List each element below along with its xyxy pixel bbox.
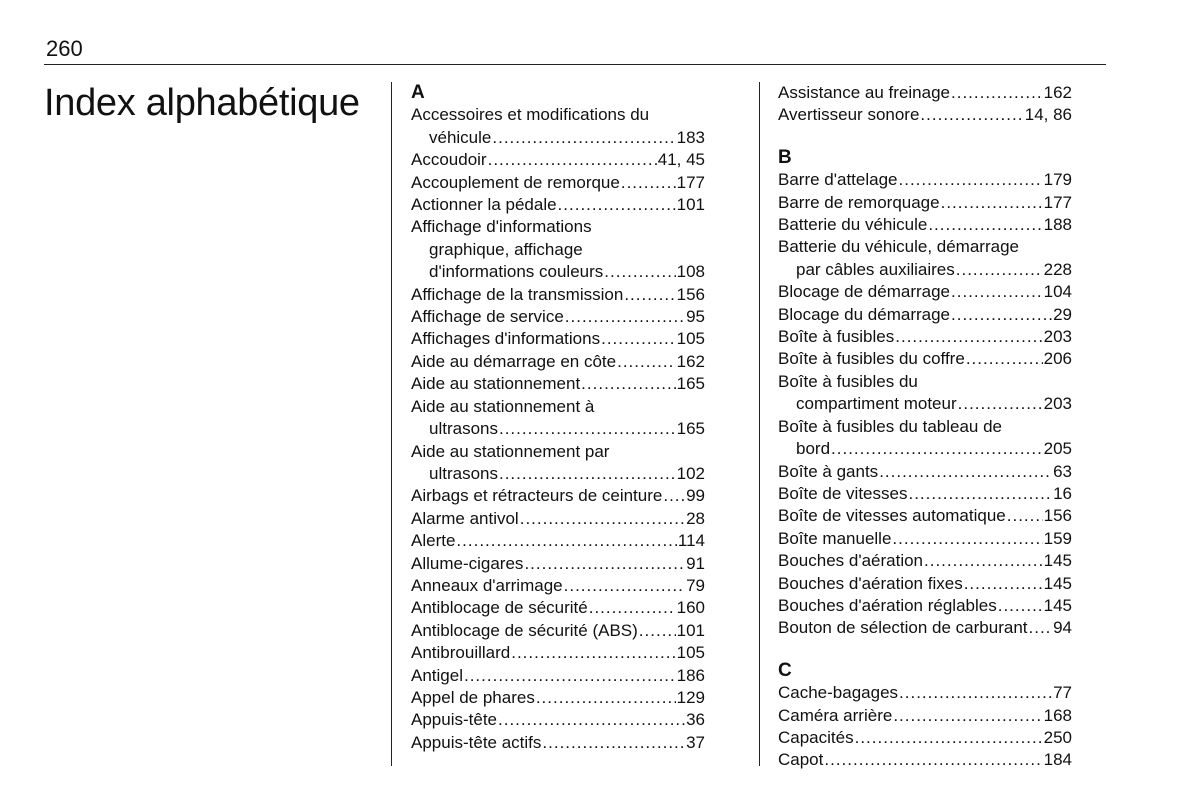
entry-term-line: Boîte à fusibles du tableau de (778, 416, 1002, 436)
index-entry (778, 192, 1072, 214)
index-entry (411, 508, 705, 530)
entry-term: Bouches d'aération (778, 551, 924, 571)
index-entry (778, 82, 1072, 104)
entry-term: Batterie du véhicule (778, 215, 928, 235)
entry-pages: 188 (1043, 215, 1072, 235)
entry-final-line (411, 306, 705, 328)
entry-final-line (411, 530, 705, 552)
entry-pages: 29 (1053, 304, 1072, 324)
entry-pages: 101 (676, 620, 705, 640)
index-entry (778, 505, 1072, 527)
index-entry (411, 373, 705, 395)
section-letter-b: B (778, 146, 792, 168)
entry-pages: 63 (1053, 461, 1072, 481)
entry-term: Barre d'attelage (778, 170, 898, 190)
entry-final-line (778, 483, 1072, 505)
entry-final-line (778, 104, 1072, 126)
dot-leader (1029, 617, 1053, 639)
section-letter-c: C (778, 659, 792, 681)
dot-leader (956, 259, 1043, 281)
entry-final-line (411, 261, 705, 283)
entry-final-line (411, 709, 705, 731)
dot-leader (492, 127, 675, 149)
entry-final-line (411, 351, 705, 373)
dot-leader (499, 463, 676, 485)
entry-pages: 206 (1043, 349, 1072, 369)
entry-pages: 99 (686, 486, 705, 506)
dot-leader (536, 687, 676, 709)
entry-term: Actionner la pédale (411, 195, 557, 215)
entry-term: ultrasons (429, 419, 498, 439)
entry-pages: 183 (676, 127, 705, 147)
entry-term: Appuis-tête actifs (411, 732, 542, 752)
entry-term: Antiblocage de sécurité (411, 598, 588, 618)
entry-final-line (778, 749, 1072, 771)
dot-leader (924, 550, 1043, 572)
entry-term: Boîte à gants (778, 461, 879, 481)
entry-term-line: Batterie du véhicule, démarrage (778, 237, 1019, 257)
entry-final-line (778, 595, 1072, 617)
dot-leader (524, 553, 685, 575)
dot-leader (604, 261, 675, 283)
entry-pages: 228 (1043, 259, 1072, 279)
entry-term-line: Accessoires et modifications du (411, 105, 650, 125)
index-entry (778, 727, 1072, 749)
index-entry (778, 461, 1072, 483)
dot-leader (964, 573, 1043, 595)
index-entry (778, 304, 1072, 326)
entry-pages: 177 (1043, 192, 1072, 212)
entry-final-line (411, 373, 705, 395)
dot-leader (624, 284, 675, 306)
dot-leader (488, 149, 657, 171)
entry-final-line (778, 393, 1072, 415)
index-entry (778, 682, 1072, 704)
entry-pages: 41, 45 (657, 150, 705, 170)
entry-final-line (778, 461, 1072, 483)
dot-leader (617, 351, 676, 373)
entry-pages: 37 (686, 732, 705, 752)
index-entry (778, 749, 1072, 771)
index-entry (778, 595, 1072, 617)
entry-term: ultrasons (429, 463, 498, 483)
index-entry (411, 642, 705, 664)
entry-term: Boîte manuelle (778, 528, 892, 548)
index-entry (778, 483, 1072, 505)
index-entry (778, 236, 1072, 281)
entry-final-line (778, 550, 1072, 572)
entry-pages: 184 (1043, 750, 1072, 770)
dot-leader (824, 749, 1042, 771)
entry-term: Antiblocage de sécurité (ABS) (411, 620, 638, 640)
entry-term: Capot (778, 750, 824, 770)
dot-leader (601, 328, 676, 350)
entry-term: Affichage de service (411, 307, 564, 327)
index-entry (778, 281, 1072, 303)
entry-pages: 156 (1043, 506, 1072, 526)
index-entry (411, 149, 705, 171)
entry-term: Boîte à fusibles du coffre (778, 349, 965, 369)
dot-leader (520, 508, 685, 530)
dot-leader (879, 461, 1052, 483)
dot-leader (951, 304, 1052, 326)
entry-pages: 179 (1043, 170, 1072, 190)
entry-final-line (778, 326, 1072, 348)
page-number: 260 (46, 36, 83, 61)
entry-final-line (411, 418, 705, 440)
index-entry (778, 348, 1072, 370)
entry-final-line (411, 149, 705, 171)
entry-final-line (778, 169, 1072, 191)
entry-final-line (778, 727, 1072, 749)
index-entry (778, 104, 1072, 126)
entry-term: Cache-bagages (778, 683, 899, 703)
entry-term: Alerte (411, 531, 456, 551)
entry-final-line (778, 705, 1072, 727)
entry-pages: 205 (1043, 439, 1072, 459)
entry-final-line (411, 732, 705, 754)
entry-term-line: graphique, affichage (429, 239, 583, 259)
entry-final-line (778, 505, 1072, 527)
entry-term: Avertisseur sonore (778, 105, 920, 125)
dot-leader (893, 705, 1042, 727)
entry-final-line (778, 573, 1072, 595)
dot-leader (895, 326, 1042, 348)
entry-term: Assistance au freinage (778, 83, 950, 102)
entry-list-a-continued (778, 82, 1072, 127)
entry-pages: 203 (1043, 394, 1072, 414)
page-title: Index alphabétique (44, 82, 360, 124)
entry-pages: 108 (676, 262, 705, 282)
dot-leader (1007, 505, 1043, 527)
entry-pages: 79 (686, 575, 705, 595)
entry-final-line (411, 172, 705, 194)
entry-final-line (778, 304, 1072, 326)
index-column-2 (778, 82, 1072, 772)
dot-leader (558, 194, 676, 216)
dot-leader (908, 483, 1052, 505)
entry-term-line: Affichage d'informations (411, 217, 592, 237)
entry-pages: 165 (676, 419, 705, 439)
entry-term: Airbags et rétracteurs de ceinture (411, 486, 663, 506)
dot-leader (951, 281, 1043, 303)
dot-leader (966, 348, 1043, 370)
entry-term: Affichages d'informations (411, 329, 601, 349)
entry-pages: 168 (1043, 705, 1072, 725)
entry-pages: 162 (676, 351, 705, 371)
entry-final-line (411, 127, 705, 149)
section-letter-a: A (411, 82, 425, 103)
entry-pages: 160 (676, 598, 705, 618)
entry-pages: 203 (1043, 327, 1072, 347)
entry-final-line (411, 620, 705, 642)
dot-leader (565, 306, 685, 328)
entry-term: Capacités (778, 727, 854, 747)
entry-pages: 77 (1053, 683, 1072, 703)
entry-final-line (778, 82, 1072, 104)
entry-list-c (778, 682, 1072, 772)
dot-leader (499, 418, 676, 440)
dot-leader (920, 104, 1023, 126)
entry-pages: 16 (1053, 483, 1072, 503)
dot-leader (899, 682, 1052, 704)
index-entry (778, 214, 1072, 236)
entry-list-a (411, 104, 705, 754)
entry-term: Antigel (411, 665, 463, 685)
entry-term: Accoudoir (411, 150, 487, 170)
entry-final-line (411, 597, 705, 619)
index-entry (411, 732, 705, 754)
entry-final-line (778, 528, 1072, 550)
dot-leader (621, 172, 676, 194)
entry-term: Affichage de la transmission (411, 284, 624, 304)
index-entry (411, 172, 705, 194)
entry-final-line (411, 485, 705, 507)
index-entry (411, 709, 705, 731)
index-entry (411, 351, 705, 373)
entry-term: Anneaux d'arrimage (411, 575, 563, 595)
index-entry (778, 705, 1072, 727)
entry-final-line (778, 682, 1072, 704)
dot-leader (951, 82, 1043, 104)
entry-final-line (411, 194, 705, 216)
entry-pages: 102 (676, 463, 705, 483)
entry-final-line (411, 665, 705, 687)
dot-leader (958, 393, 1043, 415)
index-entry (411, 306, 705, 328)
entry-term: Alarme antivol (411, 508, 519, 528)
index-entry (411, 687, 705, 709)
entry-pages: 250 (1043, 727, 1072, 747)
index-entry (411, 485, 705, 507)
column-divider-right (759, 82, 760, 766)
entry-term: par câbles auxiliaires (796, 259, 955, 279)
entry-final-line (778, 617, 1072, 639)
entry-pages: 36 (686, 710, 705, 730)
dot-leader (542, 732, 685, 754)
entry-term: Blocage du démarrage (778, 304, 951, 324)
dot-leader (589, 597, 676, 619)
index-entry (778, 528, 1072, 550)
dot-leader (855, 727, 1043, 749)
entry-term: Accouplement de remorque (411, 172, 620, 192)
dot-leader (998, 595, 1043, 617)
entry-pages: 186 (676, 665, 705, 685)
entry-term: bord (796, 439, 831, 459)
dot-leader (581, 373, 675, 395)
entry-final-line (411, 687, 705, 709)
entry-final-line (411, 642, 705, 664)
entry-pages: 105 (676, 643, 705, 663)
entry-term: d'informations couleurs (429, 262, 604, 282)
entry-pages: 177 (676, 172, 705, 192)
dot-leader (464, 665, 676, 687)
index-entry (411, 553, 705, 575)
entry-term-line: Aide au stationnement à (411, 396, 595, 416)
entry-term: Boîte à fusibles (778, 327, 895, 347)
entry-pages: 145 (1043, 595, 1072, 615)
dot-leader (831, 438, 1043, 460)
entry-final-line (411, 328, 705, 350)
index-entry (411, 441, 705, 486)
index-entry (778, 550, 1072, 572)
dot-leader (639, 620, 676, 642)
entry-term-line: Boîte à fusibles du (778, 371, 918, 391)
entry-pages: 91 (686, 553, 705, 573)
entry-term: compartiment moteur (796, 394, 957, 414)
dot-leader (456, 530, 676, 552)
entry-pages: 156 (676, 284, 705, 304)
entry-term: Blocage de démarrage (778, 282, 951, 302)
dot-leader (564, 575, 685, 597)
entry-final-line (411, 575, 705, 597)
index-entry (411, 328, 705, 350)
entry-final-line (411, 463, 705, 485)
entry-pages: 14, 86 (1024, 105, 1072, 125)
entry-term: Barre de remorquage (778, 192, 940, 212)
entry-term: Allume-cigares (411, 553, 524, 573)
index-entry (778, 617, 1072, 639)
entry-term: Bouton de sélection de carburant (778, 618, 1028, 638)
entry-pages: 94 (1053, 618, 1072, 638)
entry-final-line (778, 348, 1072, 370)
index-entry (411, 665, 705, 687)
entry-list-b (778, 169, 1072, 640)
dot-leader (892, 528, 1042, 550)
entry-pages: 95 (686, 307, 705, 327)
entry-term: Appel de phares (411, 687, 535, 707)
index-entry (411, 194, 705, 216)
index-entry (411, 284, 705, 306)
index-entry (778, 371, 1072, 416)
entry-pages: 104 (1043, 282, 1072, 302)
entry-final-line (411, 284, 705, 306)
entry-pages: 159 (1043, 528, 1072, 548)
index-entry (411, 396, 705, 441)
index-entry (778, 573, 1072, 595)
entry-term: Antibrouillard (411, 643, 511, 663)
entry-term: Aide au stationnement (411, 374, 581, 394)
entry-term: Bouches d'aération réglables (778, 595, 997, 615)
dot-leader (941, 192, 1043, 214)
entry-pages: 165 (676, 374, 705, 394)
index-entry (411, 216, 705, 283)
entry-term: Caméra arrière (778, 705, 893, 725)
entry-term-line: Aide au stationnement par (411, 441, 610, 461)
index-entry (411, 597, 705, 619)
dot-leader (498, 709, 685, 731)
entry-pages: 145 (1043, 573, 1072, 593)
dot-leader (511, 642, 675, 664)
header-rule (44, 64, 1106, 65)
entry-final-line (778, 214, 1072, 236)
index-column-1 (411, 82, 705, 754)
entry-pages: 145 (1043, 551, 1072, 571)
index-entry (411, 104, 705, 149)
column-divider-left (391, 82, 392, 766)
entry-term: Boîte de vitesses (778, 483, 908, 503)
entry-pages: 129 (676, 687, 705, 707)
index-entry (778, 326, 1072, 348)
entry-term: Boîte de vitesses automatique (778, 506, 1006, 526)
entry-pages: 162 (1043, 83, 1072, 102)
entry-term: Appuis-tête (411, 710, 497, 730)
dot-leader (928, 214, 1042, 236)
entry-pages: 28 (686, 508, 705, 528)
entry-final-line (778, 192, 1072, 214)
index-entry (778, 169, 1072, 191)
entry-final-line (778, 281, 1072, 303)
entry-pages: 114 (677, 531, 705, 551)
entry-term: véhicule (429, 127, 492, 147)
entry-term: Aide au démarrage en côte (411, 351, 617, 371)
entry-pages: 105 (676, 329, 705, 349)
entry-final-line (778, 438, 1072, 460)
dot-leader (899, 169, 1043, 191)
entry-term: Bouches d'aération fixes (778, 573, 963, 593)
entry-pages: 101 (676, 195, 705, 215)
index-entry (411, 530, 705, 552)
entry-final-line (778, 259, 1072, 281)
dot-leader (663, 485, 685, 507)
index-entry (778, 416, 1072, 461)
entry-final-line (411, 508, 705, 530)
entry-final-line (411, 553, 705, 575)
index-entry (411, 620, 705, 642)
index-entry (411, 575, 705, 597)
